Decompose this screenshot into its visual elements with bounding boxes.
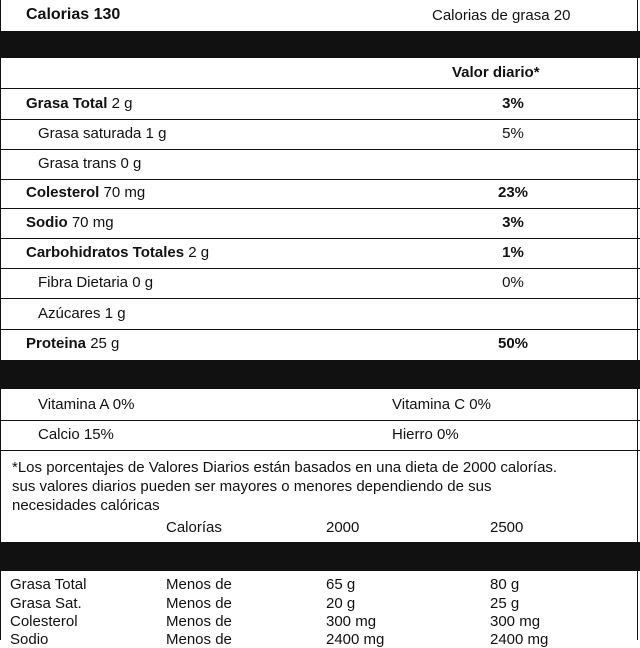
vitamin-c: Vitamina C 0% [392, 396, 491, 413]
footnote-line: necesidades calóricas [12, 497, 160, 514]
nutrient-dv: 23% [497, 184, 529, 201]
calories-label: Calorias 130 [26, 6, 121, 23]
nutrient-dv: 0% [502, 274, 524, 291]
footnote-line: sus valores diarios pueden ser mayores o menores dependiendo de sus [12, 478, 492, 495]
reference-limit: Menos de [166, 631, 232, 648]
reference-nutrient: Grasa Total [10, 576, 87, 593]
nutrient-name: Sodio [26, 214, 68, 231]
vitamin-a: Vitamina A 0% [38, 396, 135, 413]
nutrient-amount: 70 mg [103, 184, 146, 201]
reference-limit: Menos de [166, 576, 232, 593]
nutrient-name: Colesterol [26, 184, 100, 201]
reference-nutrient: Sodio [10, 631, 49, 648]
divider-band-2 [0, 360, 640, 389]
reference-2500: 2400 mg [490, 631, 549, 648]
nutrient-amount: 2 g [188, 244, 210, 261]
reference-nutrient: Grasa Sat. [10, 595, 82, 612]
divider-band-1 [0, 31, 640, 58]
reference-2500: 80 g [490, 576, 520, 593]
nutrient-name: Fibra Dietaria 0 g [38, 274, 154, 291]
nutrient-dv [486, 149, 540, 179]
footnote [12, 458, 622, 515]
reference-2500: 25 g [490, 595, 520, 612]
nutrient-name: Grasa trans 0 g [38, 155, 142, 172]
nutrient-name: Carbohidratos Totales [26, 244, 185, 261]
calcium: Calcio 15% [38, 426, 114, 443]
reference-2500: 300 mg [490, 613, 541, 630]
reference-2000: 20 g [326, 595, 356, 612]
reference-2000: 300 mg [326, 613, 377, 630]
reference-nutrient: Colesterol [10, 613, 78, 630]
reference-header-calories: Calorías [166, 519, 222, 536]
nutrient-amount: 70 mg [71, 214, 114, 231]
nutrient-dv: 5% [502, 125, 524, 142]
iron: Hierro 0% [392, 426, 459, 443]
fat-calories-label: Calorias de grasa 20 [432, 7, 571, 24]
nutrient-name: Proteina [26, 335, 87, 352]
reference-header-2000: 2000 [326, 519, 360, 536]
daily-value-header: Valor diario* [452, 64, 540, 81]
nutrient-dv [486, 299, 540, 329]
footnote-line: *Los porcentajes de Valores Diarios están basados en una dieta de 2000 calorías. [12, 459, 558, 476]
reference-limit: Menos de [166, 613, 232, 630]
nutrient-dv: 3% [502, 214, 524, 231]
reference-2000: 65 g [326, 576, 356, 593]
row-divider [0, 450, 640, 451]
reference-2000: 2400 mg [326, 631, 385, 648]
divider-band-3 [0, 542, 640, 571]
nutrient-amount: 2 g [111, 95, 133, 112]
nutrient-dv: 50% [497, 335, 529, 352]
nutrient-dv: 3% [502, 95, 524, 112]
nutrient-amount: 25 g [90, 335, 120, 352]
nutrient-name: Grasa saturada 1 g [38, 125, 167, 142]
nutrient-name: Grasa Total [26, 95, 108, 112]
nutrient-name: Azúcares 1 g [38, 305, 126, 322]
reference-limit: Menos de [166, 595, 232, 612]
nutrient-dv: 1% [502, 244, 524, 261]
reference-header-2500: 2500 [490, 519, 524, 536]
